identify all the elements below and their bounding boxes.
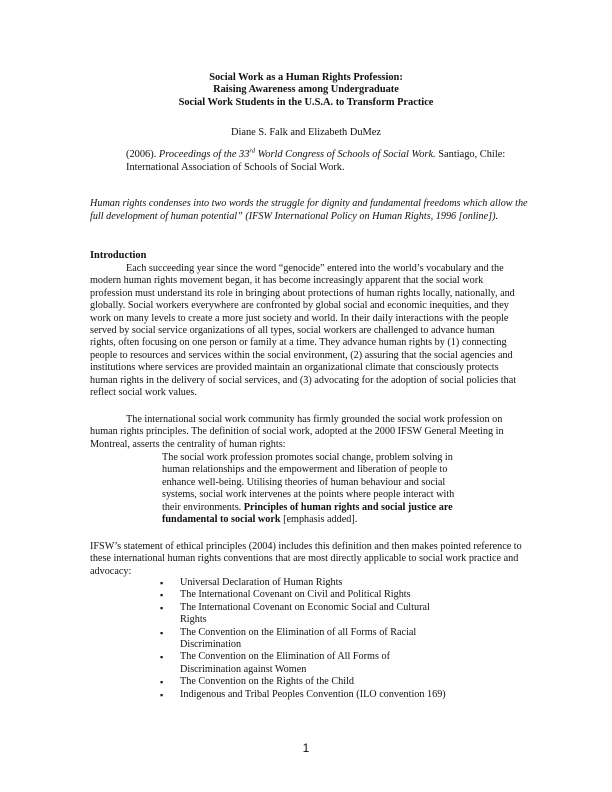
- list-item: ▪ The Convention on the Elimination of all Forms of Racial Discrimination: [160, 626, 417, 651]
- citation-proceedings-end: World Congress of Schools of Social Work.: [254, 149, 436, 160]
- title-line-2: Raising Awareness among Undergraduate: [213, 84, 399, 96]
- epigraph: Human rights condenses into two words the struggle for dignity and fundamental freedoms which allow the full development of human potential” (IFSW International Policy on Human Rights, 1996 [online]).: [90, 198, 528, 222]
- bullet-icon: ▪: [160, 689, 164, 700]
- citation-proceedings: Proceedings of the 33: [158, 149, 250, 160]
- citation: [126, 149, 526, 174]
- quote-note: [emphasis added].: [280, 514, 358, 526]
- bullet-icon: ▪: [160, 677, 164, 688]
- author-line: Diane S. Falk and Elizabeth DuMez: [230, 127, 382, 138]
- list-item: ▪ The International Covenant on Economic Social and Cultural Rights: [160, 601, 430, 626]
- paragraph-2: [90, 414, 522, 451]
- citation-superscript: rd: [249, 147, 255, 155]
- list-item: ▪ Universal Declaration of Human Rights: [160, 577, 343, 588]
- citation-publisher: Santiago, Chile: International Association of Schools of Social Work.: [126, 149, 506, 173]
- title-line-3: Social Work Students in the U.S.A. to Transform Practice: [178, 96, 434, 108]
- block-quote: [162, 452, 462, 526]
- list-item: ▪ The International Covenant on Civil and Political Rights: [160, 589, 411, 601]
- list-item: ▪ The Convention on the Rights of the Child: [160, 676, 355, 688]
- paragraph-2-text: The international social work community has firmly grounded the social work profession on human rights principles. The definition of social work, adopted at the 2000 IFSW General Meeting in Montreal, asserts the centrality of human rights:: [90, 414, 504, 450]
- bullet-icon: ▪: [160, 578, 164, 588]
- citation-year: (2006).: [126, 149, 159, 160]
- paragraph-1-text: Each succeeding year since the word “genocide” entered into the world’s vocabulary and the modern human rights movement began, it has become increasingly apparent that the social work profession must understand its role in bringing about protections of human rights locally, nationally, and globally. Social workers everywhere are confronted by global social and economic inequities, and they work on many levels to create a more just society and world. In their daily interactions with the people served by social service organizations of all types, social workers are challenged to advance human rights, often focusing on one person or family at a time. They advance human rights by (1) connecting people to resources and services within the social environment, (2) assuring that the social agencies and institutions where services are provided maintain an organizational climate that consciously protects human rights in the delivery of social services, and (3) advocating for the adoption of social policies that reflect social work values.: [90, 263, 517, 399]
- paper-title: [0, 72, 612, 109]
- quote-emphasis: Principles of human rights and social justice are fundamental to social work: [162, 501, 453, 526]
- list-item: ▪ The Convention on the Elimination of All Forms of Discrimination against Women: [160, 651, 390, 675]
- bullet-icon: ▪: [160, 590, 164, 601]
- bullet-icon: ▪: [160, 627, 164, 638]
- title-line-1: Social Work as a Human Rights Profession:: [209, 72, 403, 83]
- page-number: 1: [302, 741, 310, 755]
- bullet-icon: ▪: [160, 652, 164, 663]
- bullet-icon: ▪: [160, 602, 164, 613]
- conventions-list: [158, 577, 448, 701]
- paragraph-1: [90, 263, 522, 399]
- section-heading: Introduction: [90, 250, 147, 261]
- list-item: ▪ Indigenous and Tribal Peoples Convention (ILO convention 169): [160, 688, 446, 700]
- paragraph-3: IFSW’s statement of ethical principles (2004) includes this definition and then makes pointed reference to these international human rights conventions that are most directly applicable to social work practice and advocacy:: [90, 541, 522, 577]
- quote-text: The social work profession promotes social change, problem solving in human relationships and the empowerment and liberation of people to enhance well-being. Utilising theories of human behaviour and social systems, social work intervenes at the points where people interact with their environments.: [162, 452, 455, 513]
